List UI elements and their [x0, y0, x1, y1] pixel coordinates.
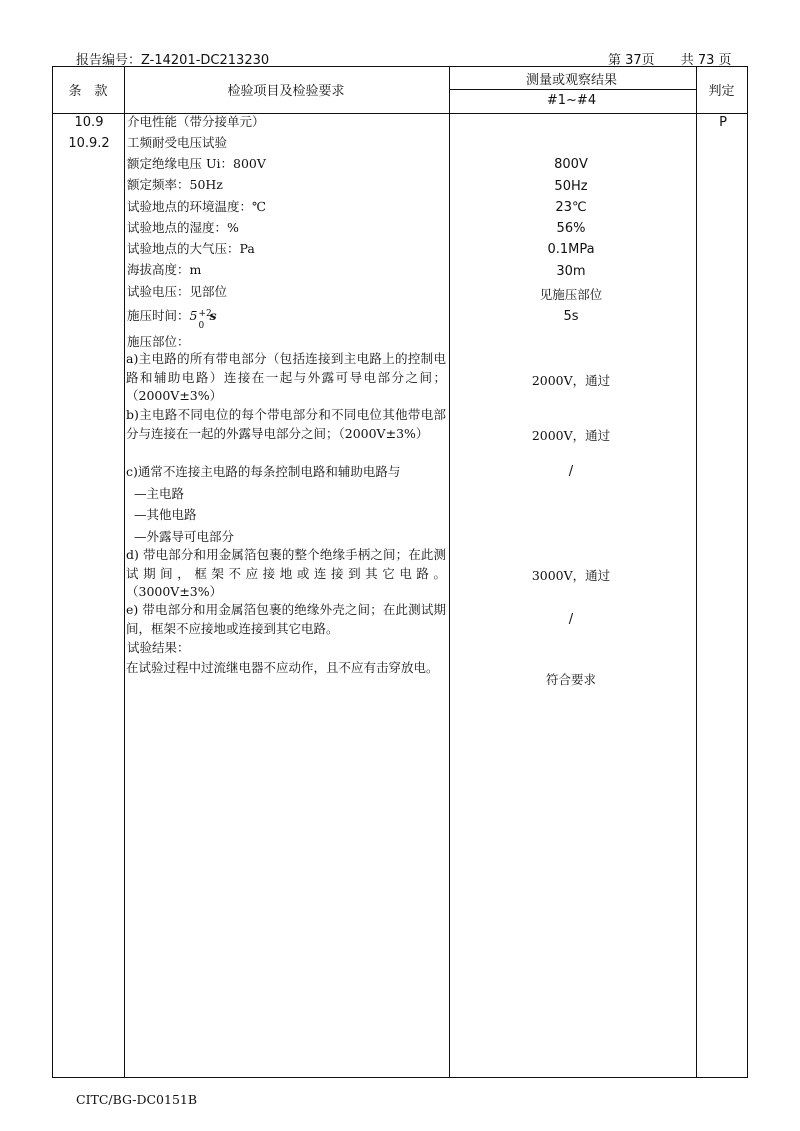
result-value: /	[568, 464, 574, 479]
test-result-title: 试验结果：	[127, 640, 190, 655]
result-value: 0.1MPa	[547, 242, 595, 257]
page-number: 第 37页	[608, 53, 655, 68]
header-verdict: 判定	[708, 84, 735, 99]
page-total: 共 73 页	[680, 53, 732, 68]
result-value: 2000V，通过	[531, 428, 611, 443]
result-value: 30m	[556, 264, 586, 279]
header-result: 测量或观察结果	[525, 73, 617, 88]
item-line: 施压部位：	[127, 334, 190, 349]
result-value: 5s	[563, 309, 579, 324]
item-line: 介电性能（带分接单元）	[127, 114, 265, 129]
location-a: a)主电路的所有带电部分（包括连接到主电路上的控制电路和辅助电路）连接在一起与外露可导电部分之间；（2000V±3%）	[126, 351, 446, 403]
result-value: 50Hz	[554, 179, 588, 194]
item-line: 试验地点的环境温度：℃	[127, 199, 266, 214]
report-number: 报告编号：Z-14201-DC213230	[76, 53, 270, 68]
header-item: 检验项目及检验要求	[227, 84, 345, 99]
result-value: 见施压部位	[539, 287, 603, 302]
result-value: 3000V，通过	[531, 568, 611, 583]
header-clause: 条 款	[68, 84, 108, 99]
clause-number: 10.9.2	[68, 136, 110, 151]
col-divider-result	[696, 67, 697, 1077]
location-b: b)主电路不同电位的每个带电部分和不同电位其他带电部分与连接在一起的外露导电部分之间；（2000V±3%）	[126, 407, 446, 441]
verdict-value: P	[719, 115, 727, 130]
result-value: 2000V，通过	[531, 373, 611, 388]
location-d: d) 带电部分和用金属箔包裹的整个绝缘手柄之间；在此测试期间，框架不应接地或连接到其它电路。（3000V±3%）	[126, 547, 446, 599]
location-c-sub: —其他电路	[134, 507, 197, 522]
item-line: 额定绝缘电压 Ui：800V	[127, 156, 266, 171]
header-sample: #1~#4	[546, 93, 597, 108]
item-line: 试验地点的大气压：Pa	[127, 241, 255, 256]
item-line-duration: 施压时间：5 +2 0 s	[127, 308, 217, 331]
location-e: e) 带电部分和用金属箔包裹的绝缘外壳之间；在此测试期间，框架不应接地或连接到其它电路。	[126, 602, 446, 636]
item-line: 工频耐受电压试验	[127, 135, 228, 150]
result-value: 56%	[556, 221, 586, 236]
clause-number: 10.9	[74, 115, 104, 130]
result-value: 800V	[554, 157, 588, 172]
header-subdivider	[449, 89, 696, 90]
test-result-text: 在试验过程中过流继电器不应动作，且不应有击穿放电。	[126, 660, 439, 675]
result-value: /	[568, 612, 574, 627]
item-line: 海拔高度：m	[127, 262, 202, 277]
form-code: CITC/BG-DC0151B	[76, 1092, 198, 1107]
location-c-sub: —外露导可电部分	[134, 529, 235, 544]
location-c-sub: —主电路	[134, 486, 185, 501]
item-line: 额定频率：50Hz	[127, 177, 223, 192]
item-line: 试验地点的湿度：%	[127, 220, 239, 235]
item-line: 试验电压：见部位	[127, 284, 228, 299]
location-c: c)通常不连接主电路的每条控制电路和辅助电路与	[126, 464, 401, 479]
result-value: 23℃	[555, 200, 587, 215]
result-value: 符合要求	[545, 672, 596, 687]
col-divider-clause	[124, 67, 125, 1077]
